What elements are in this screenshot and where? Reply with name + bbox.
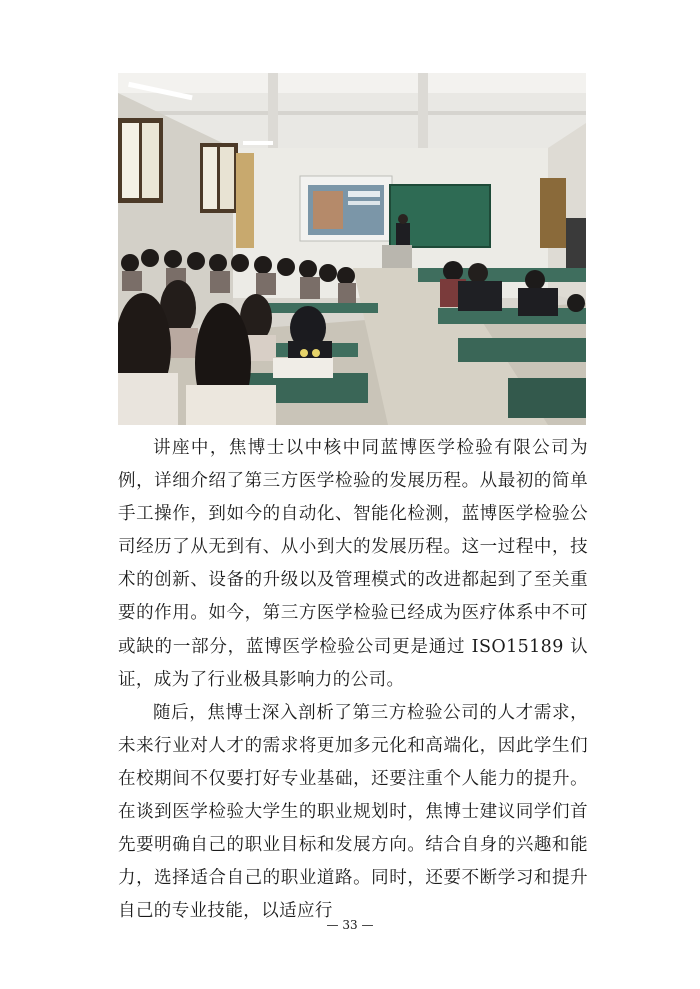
page-number: — 33 — <box>326 918 374 932</box>
body-text <box>118 432 588 928</box>
paragraph-2: 随后，焦博士深入剖析了第三方检验公司的人才需求，未来行业对人才的需求将更加多元化和高端化，因此学生们在校期间不仅要打好专业基础，还要注重个人能力的提升。在谈到医学检验大学生的职业规划时，焦博士建议同学们首先要明确自己的职业目标和发展方向。结合自身的兴趣和能力，选择适合自己的职业道路。同时，还要不断学习和提升自己的专业技能，以适应行 <box>118 702 588 922</box>
lecture-hall-photo <box>118 73 586 425</box>
paragraph-1: 讲座中，焦博士以中核中同蓝博医学检验有限公司为例，详细介绍了第三方医学检验的发展历程。从最初的简单手工操作，到如今的自动化、智能化检测，蓝博医学检验公司经历了从无到有、从小到大的发展历程。这一过程中，技术的创新、设备的升级以及管理模式的改进都起到了至关重要的作用。如今，第三方医学检验已经成为医疗体系中不可或缺的一部分，蓝博医学检验公司更是通过 ISO15189 认证，成为了行业极具影响力的公司。 <box>118 438 588 690</box>
lecture-photo-illustration <box>118 73 586 425</box>
